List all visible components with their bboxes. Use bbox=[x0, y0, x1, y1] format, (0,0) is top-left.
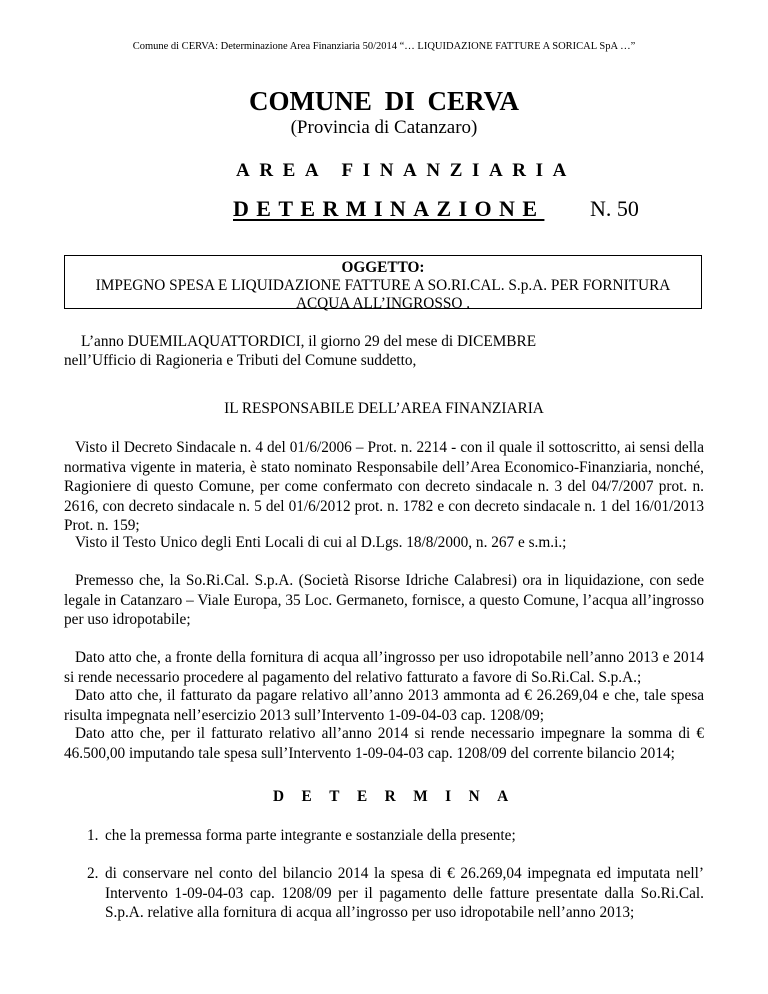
list-item bbox=[87, 826, 704, 846]
paragraph-fatturato-2013: Dato atto che, il fatturato da pagare relativo all’anno 2013 ammonta ad € 26.269,04 e che, tale spesa risulta impegnata nell’esercizio 2013 sull’Intervento 1-09-04-03 cap. 1208/09; bbox=[64, 687, 704, 724]
province-subtitle: (Provincia di Catanzaro) bbox=[290, 117, 478, 138]
document-number: N. 50 bbox=[590, 196, 639, 221]
municipality-title: COMUNE DI CERVA bbox=[248, 86, 520, 116]
subject-label: OGGETTO: bbox=[341, 259, 425, 276]
subject-line-2: ACQUA ALL’INGROSSO . bbox=[295, 295, 471, 312]
list-item-text: che la premessa forma parte integrante e sostanziale della presente; bbox=[105, 827, 516, 844]
running-header: Comune di CERVA: Determinazione Area Finanziaria 50/2014 “… LIQUIDAZIONE FATTURE A SORICAL SpA …” bbox=[132, 41, 636, 52]
list-item bbox=[87, 864, 704, 923]
subject-box bbox=[64, 255, 702, 312]
intro-line-2: nell’Ufficio di Ragioneria e Tributi del Comune suddetto, bbox=[64, 352, 417, 369]
paragraph-testo-unico: Visto il Testo Unico degli Enti Locali di cui al D.Lgs. 18/8/2000, n. 267 e s.m.i.; bbox=[75, 534, 567, 551]
paragraph-fornitura: Dato atto che, a fronte della fornitura di acqua all’ingrosso per uso idropotabile nell’anno 2013 e 2014 si rende necessario procedere al pagamento del relativo fatturato a favore di So.Ri.Cal. S.p.A.; bbox=[64, 649, 704, 686]
paragraph-premesso: Premesso che, la So.Ri.Cal. S.p.A. (Società Risorse Idriche Calabresi) ora in liquidazione, con sede legale in Catanzaro – Viale Europa, 35 Loc. Germaneto, fornisce, a questo Comune, l’acqua all’ingrosso per uso idropotabile; bbox=[64, 572, 704, 628]
list-item-number: 2. bbox=[87, 865, 99, 882]
document-type-title: DETERMINAZIONE bbox=[233, 196, 545, 221]
subject-line-1: IMPEGNO SPESA E LIQUIDAZIONE FATTURE A SO.RI.CAL. S.p.A. PER FORNITURA bbox=[95, 277, 671, 294]
responsible-heading: IL RESPONSABILE DELL’AREA FINANZIARIA bbox=[224, 400, 544, 417]
department-title: AREA FINANZIARIA bbox=[236, 160, 576, 181]
intro-line-1: L’anno DUEMILAQUATTORDICI, il giorno 29 del mese di DICEMBRE bbox=[81, 333, 537, 350]
paragraph-fatturato-2014: Dato atto che, per il fatturato relativo all’anno 2014 si rende necessario impegnare la somma di € 46.500,00 imputando tale spesa sull’Intervento 1-09-04-03 cap. 1208/09 del corrente bilancio 2014; bbox=[64, 725, 704, 762]
list-item-number: 1. bbox=[87, 827, 99, 844]
determina-heading: DETERMINA bbox=[273, 788, 526, 805]
list-item-text: di conservare nel conto del bilancio 2014 la spesa di € 26.269,04 impegnata ed imputata nell’ Intervento 1-09-04-03 cap. 1208/09 per il pagamento delle fatture presentate dalla So.Ri.Cal. S.p.A. relative alla fornitura di acqua all’ingrosso per uso idropotabile nell’anno 2013; bbox=[105, 865, 704, 921]
paragraph-decree: Visto il Decreto Sindacale n. 4 del 01/6/2006 – Prot. n. 2214 - con il quale il sottoscritto, ai sensi della normativa vigente in materia, è stato nominato Responsabile dell’Area Economico-Finanziaria, nonché, Ragioniere di questo Comune, per come confermato con decreto sindacale n. 3 del 04/7/2007 prot. n. 2616, con decreto sindacale n. 5 del 01/6/2012 prot. n. 1782 e con decreto sindacale n. 1 del 16/01/2013 Prot. n. 159; bbox=[64, 439, 704, 534]
